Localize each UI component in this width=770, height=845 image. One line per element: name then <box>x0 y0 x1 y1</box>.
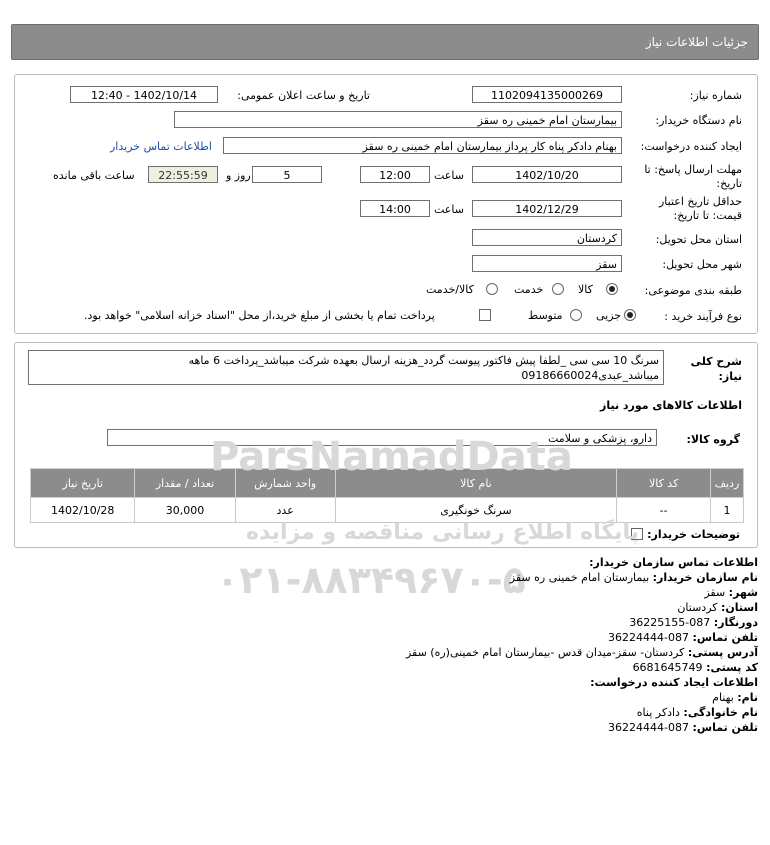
category-goods-label: کالا <box>578 283 593 296</box>
need-number-label: شماره نیاز: <box>689 89 742 102</box>
buyer-label: نام دستگاه خریدار: <box>655 114 742 127</box>
col-unit: واحد شمارش <box>235 469 335 498</box>
col-row: ردیف <box>711 469 744 498</box>
city-label: شهر محل تحویل: <box>662 258 742 271</box>
category-label: طبقه بندی موضوعی: <box>644 284 742 297</box>
creator-label: ایجاد کننده درخواست: <box>640 140 742 153</box>
creator-phone: تلفن تماس: 087-36224444 <box>608 721 758 734</box>
goods-group-field: دارو، پزشکی و سلامت <box>107 429 657 446</box>
contact-postal: کد پستی: 6681645749 <box>632 661 758 674</box>
deadline-label-2: تاریخ: <box>716 177 742 190</box>
validity-time-field: 14:00 <box>360 200 430 217</box>
page-header <box>11 24 759 60</box>
contact-title: اطلاعات تماس سازمان خریدار: <box>589 556 758 569</box>
province-label: استان محل تحویل: <box>655 233 742 246</box>
process-minor-label: جزیی <box>596 309 622 322</box>
province-field: کردستان <box>472 229 622 246</box>
goods-group-label: گروه کالا: <box>686 433 740 446</box>
description-line-2: میباشد_عبدی09186660024 <box>521 369 659 382</box>
deadline-time-field: 12:00 <box>360 166 430 183</box>
process-minor-radio[interactable] <box>624 309 636 321</box>
days-field: 5 <box>252 166 322 183</box>
remaining-label: ساعت باقی مانده <box>53 169 135 182</box>
city-field: سقز <box>472 255 622 272</box>
description-label: شرح کلی <box>690 355 742 368</box>
cell-row: 1 <box>711 498 744 523</box>
days-label: روز و <box>226 169 251 182</box>
treasury-payment-note: پرداخت تمام یا بخشی از مبلغ خرید،از محل "اسناد خزانه اسلامی" خواهد بود. <box>84 309 435 322</box>
cell-code: -- <box>617 498 711 523</box>
process-medium-radio[interactable] <box>570 309 582 321</box>
deadline-date-field: 1402/10/20 <box>472 166 622 183</box>
buyer-field: بیمارستان امام خمینی ره سقز <box>174 111 622 128</box>
cell-qty: 30,000 <box>135 498 235 523</box>
category-service-label: خدمت <box>514 283 544 296</box>
validity-label-2: قیمت: تا تاریخ: <box>673 209 742 222</box>
col-qty: تعداد / مقدار <box>135 469 235 498</box>
buyer-notes-label: توضیحات خریدار: <box>647 528 740 541</box>
deadline-label: مهلت ارسال پاسخ: تا <box>644 163 742 176</box>
creator-info-title: اطلاعات ایجاد کننده درخواست: <box>590 676 758 689</box>
process-medium-label: متوسط <box>528 309 563 322</box>
category-goods-radio[interactable] <box>606 283 618 295</box>
category-goods-service-radio[interactable] <box>486 283 498 295</box>
creator-family: نام خانوادگی: دادکر پناه <box>636 706 758 719</box>
process-label: نوع فرآیند خرید : <box>664 310 742 323</box>
goods-section-title: اطلاعات کالاهای مورد نیاز <box>600 399 742 412</box>
remaining-time-field: 22:55:59 <box>148 166 218 183</box>
col-name: نام کالا <box>335 469 616 498</box>
category-goods-service-label: کالا/خدمت <box>426 283 474 296</box>
description-label-2: نیاز: <box>718 370 742 383</box>
contact-phone: تلفن تماس: 087-36224444 <box>608 631 758 644</box>
validity-date-field: 1402/12/29 <box>472 200 622 217</box>
creator-name: نام: بهنام <box>712 691 758 704</box>
contact-fax: دورنگار: 087-36225155 <box>629 616 758 629</box>
table-row <box>31 498 744 523</box>
need-number-field: 1102094135000269 <box>472 86 622 103</box>
deadline-time-label: ساعت <box>434 169 464 182</box>
category-service-radio[interactable] <box>552 283 564 295</box>
creator-field: بهنام دادکر پناه کار پرداز بیمارستان امام خمینی ره سقز <box>223 137 622 154</box>
cell-date: 1402/10/28 <box>31 498 135 523</box>
validity-time-label: ساعت <box>434 203 464 216</box>
announce-field: 1402/10/14 - 12:40 <box>70 86 218 103</box>
watermark-brand: ParsNamadData <box>210 434 573 480</box>
announce-label: تاریخ و ساعت اعلان عمومی: <box>237 89 370 102</box>
watermark-tagline: پایگاه اطلاع رسانی مناقصه و مزایده <box>246 520 639 545</box>
description-box <box>28 350 664 385</box>
cell-name: سرنگ خونگیری <box>335 498 616 523</box>
contact-province: استان: کردستان <box>677 601 758 614</box>
contact-address: آدرس پستی: کردستان- سقز-میدان قدس -بیمارستان امام خمینی(ره) سقز <box>405 646 758 659</box>
validity-label: حداقل تاریخ اعتبار <box>658 195 742 208</box>
treasury-payment-checkbox[interactable] <box>479 309 491 321</box>
cell-unit: عدد <box>235 498 335 523</box>
page-title: جزئیات اطلاعات نیاز <box>645 35 748 49</box>
buyer-contact-link[interactable]: اطلاعات تماس خریدار <box>110 140 212 153</box>
description-line-1: سرنگ 10 سی سی _لطفا پیش فاکتور پیوست گردد_هزینه ارسال بعهده شرکت میباشد_پرداخت 6 ماهه <box>188 354 659 367</box>
col-code: کد کالا <box>617 469 711 498</box>
col-date: تاریخ نیاز <box>31 469 135 498</box>
contact-org: نام سازمان خریدار: بیمارستان امام خمینی ره سقز <box>509 571 758 584</box>
watermark-phone: ۰۲۱-۸۸۳۴۹۶۷۰-۵ <box>216 558 526 602</box>
contact-city: شهر: سقز <box>704 586 758 599</box>
